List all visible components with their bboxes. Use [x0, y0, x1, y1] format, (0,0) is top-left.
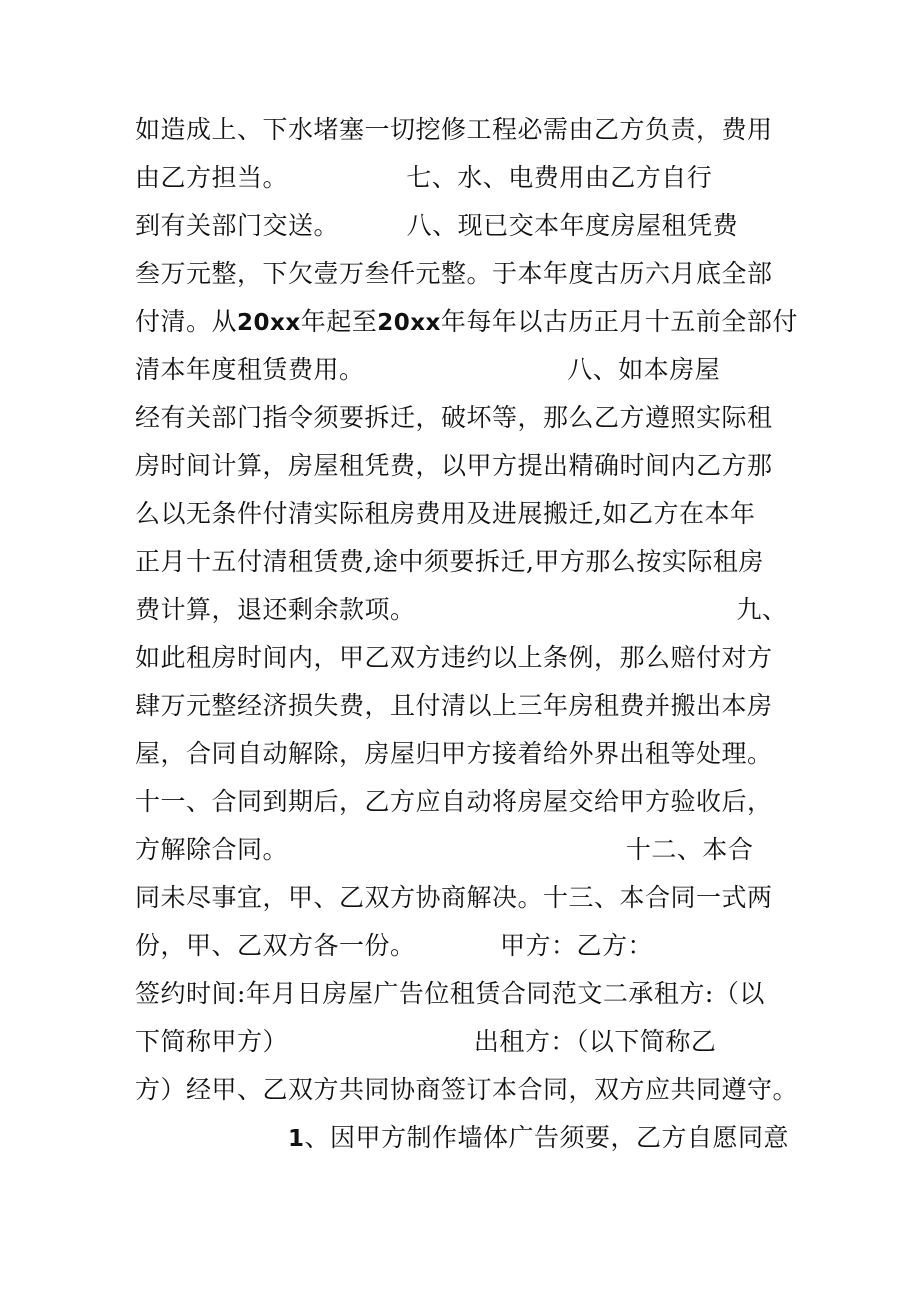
text-line-20: 下简称甲方） 出租方：（以下简称乙: [135, 1027, 717, 1056]
text-line-5: [135, 305, 798, 340]
text-line-11: 费计算，退还剩余款项。 九、: [135, 595, 788, 624]
text-line-3: 到有关部门交送。 八、现已交本年度房屋租凭费: [135, 211, 739, 240]
text-line-9: 么以无条件付清实际租房费用及进展搬迁,如乙方在本年: [135, 499, 756, 528]
text-segment: 付清。从: [135, 307, 238, 336]
text-line-1: 如造成上、下水堵塞一切挖修工程必需由乙方负责，费用: [135, 115, 773, 144]
text-line-19: 签约时间:年月日房屋广告位租赁合同范文二承租方:（以: [135, 979, 765, 1008]
text-line-2: 由乙方担当。 七、水、电费用由乙方自行: [135, 163, 713, 192]
text-segment: 年起至: [300, 307, 378, 336]
text-line-13: 肆万元整经济损失费，且付清以上三年房租费并搬出本房: [135, 691, 773, 720]
text-line-7: 经有关部门指令须要拆迁，破坏等，那么乙方遵照实际租: [135, 403, 773, 432]
text-line-15: 十一、合同到期后，乙方应自动将房屋交给甲方验收后，: [135, 787, 773, 816]
text-segment: 年每年以古历正月十五前全部付: [440, 307, 798, 336]
text-line-6: 清本年度租赁费用。 八、如本房屋: [135, 355, 721, 384]
year-number: 20xx: [377, 310, 441, 336]
text-line-14: 屋，合同自动解除，房屋归甲方接着给外界出租等处理。: [135, 739, 773, 768]
text-line-22: [288, 1121, 789, 1156]
text-line-17: 同未尽事宜，甲、乙双方协商解决。十三、本合同一式两: [135, 883, 773, 912]
text-line-18: 份，甲、乙双方各一份。 甲方：乙方：: [135, 931, 653, 960]
text-line-4: 叁万元整，下欠壹万叁仟元整。于本年度古历六月底全部: [135, 259, 773, 288]
year-number: 20xx: [237, 310, 301, 336]
text-line-16: 方解除合同。 十二、本合: [135, 835, 754, 864]
text-line-8: 房时间计算，房屋租凭费，以甲方提出精确时间内乙方那: [135, 451, 773, 480]
item-number: 1: [288, 1126, 305, 1152]
text-line-10: 正月十五付清租赁费,途中须要拆迁,甲方那么按实际租房: [135, 547, 764, 576]
text-line-12: 如此租房时间内，甲乙双方违约以上条例，那么赔付对方: [135, 643, 773, 672]
text-line-21: 方）经甲、乙双方共同协商签订本合同，双方应共同遵守。: [135, 1075, 799, 1104]
text-segment: 、因甲方制作墙体广告须要，乙方自愿同意: [304, 1123, 790, 1152]
